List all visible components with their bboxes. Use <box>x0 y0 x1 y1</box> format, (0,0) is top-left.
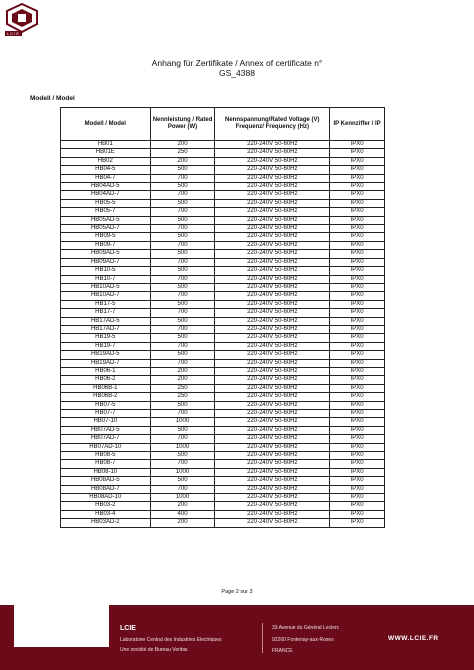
cell-power: 500 <box>150 250 215 258</box>
cell-power: 500 <box>150 199 215 207</box>
cell-power: 700 <box>150 309 215 317</box>
logo-text: LCIE <box>7 31 20 36</box>
cell-ip: IPX0 <box>330 435 385 443</box>
cell-model: HB03-4 <box>61 510 151 518</box>
cell-voltage: 220-240V 50-60Hz <box>215 510 330 518</box>
cell-ip: IPX0 <box>330 485 385 493</box>
table-row <box>61 216 385 224</box>
cell-ip: IPX0 <box>330 183 385 191</box>
model-table <box>60 107 385 528</box>
cell-ip: IPX0 <box>330 141 385 149</box>
cell-model: HB05AD-5 <box>61 216 151 224</box>
cell-power: 700 <box>150 359 215 367</box>
cell-voltage: 220-240V 50-60Hz <box>215 317 330 325</box>
cell-ip: IPX0 <box>330 166 385 174</box>
cell-power: 500 <box>150 317 215 325</box>
cell-voltage: 220-240V 50-60Hz <box>215 477 330 485</box>
cell-power: 700 <box>150 174 215 182</box>
table-row <box>61 166 385 174</box>
table-row <box>61 275 385 283</box>
table-row <box>61 199 385 207</box>
cell-ip: IPX0 <box>330 494 385 502</box>
cell-voltage: 220-240V 50-60Hz <box>215 418 330 426</box>
cell-model: HB10AD-5 <box>61 283 151 291</box>
cell-ip: IPX0 <box>330 250 385 258</box>
cell-ip: IPX0 <box>330 376 385 384</box>
cell-power: 700 <box>150 325 215 333</box>
cell-power: 500 <box>150 233 215 241</box>
cell-voltage: 220-240V 50-60Hz <box>215 359 330 367</box>
table-row <box>61 258 385 266</box>
cell-ip: IPX0 <box>330 367 385 375</box>
cell-model: HB04AD-5 <box>61 183 151 191</box>
cell-power: 500 <box>150 401 215 409</box>
cell-ip: IPX0 <box>330 359 385 367</box>
cell-ip: IPX0 <box>330 418 385 426</box>
cell-power: 500 <box>150 283 215 291</box>
cell-ip: IPX0 <box>330 384 385 392</box>
cell-ip: IPX0 <box>330 199 385 207</box>
cell-voltage: 220-240V 50-60Hz <box>215 393 330 401</box>
cell-model: HB06-1 <box>61 367 151 375</box>
cell-voltage: 220-240V 50-60Hz <box>215 410 330 418</box>
cell-voltage: 220-240V 50-60Hz <box>215 342 330 350</box>
table-row <box>61 241 385 249</box>
cell-voltage: 220-240V 50-60Hz <box>215 292 330 300</box>
footer-address-city: 92260 Fontenay-aux-Roses <box>272 637 334 643</box>
certificate-number: GS_4388 <box>219 68 255 78</box>
cell-voltage: 220-240V 50-60Hz <box>215 401 330 409</box>
cell-model: HB06B-2 <box>61 393 151 401</box>
cell-ip: IPX0 <box>330 351 385 359</box>
table-row <box>61 309 385 317</box>
cell-voltage: 220-240V 50-60Hz <box>215 485 330 493</box>
cell-voltage: 220-240V 50-60Hz <box>215 141 330 149</box>
cell-model: HB07AD-5 <box>61 426 151 434</box>
cell-voltage: 220-240V 50-60Hz <box>215 166 330 174</box>
cell-model: HB17-5 <box>61 300 151 308</box>
cell-ip: IPX0 <box>330 149 385 157</box>
cell-power: 250 <box>150 149 215 157</box>
cell-voltage: 220-240V 50-60Hz <box>215 519 330 527</box>
table-row <box>61 460 385 468</box>
cell-model: HB08AD-7 <box>61 485 151 493</box>
cell-voltage: 220-240V 50-60Hz <box>215 267 330 275</box>
table-row <box>61 233 385 241</box>
cell-ip: IPX0 <box>330 426 385 434</box>
cell-power: 500 <box>150 477 215 485</box>
cell-power: 500 <box>150 452 215 460</box>
cell-voltage: 220-240V 50-60Hz <box>215 426 330 434</box>
cell-ip: IPX0 <box>330 452 385 460</box>
cell-model: HB01 <box>61 141 151 149</box>
cell-power: 700 <box>150 258 215 266</box>
table-row <box>61 325 385 333</box>
col-header-power: Nennleistung / Rated Power (W) <box>150 108 215 141</box>
cell-ip: IPX0 <box>330 519 385 527</box>
cell-ip: IPX0 <box>330 468 385 476</box>
table-row <box>61 300 385 308</box>
cell-model: HB08-5 <box>61 452 151 460</box>
cell-ip: IPX0 <box>330 393 385 401</box>
cell-ip: IPX0 <box>330 233 385 241</box>
cell-ip: IPX0 <box>330 241 385 249</box>
cell-model: HB04-5 <box>61 166 151 174</box>
footer-website-link[interactable]: WWW.LCIE.FR <box>388 635 439 642</box>
cell-voltage: 220-240V 50-60Hz <box>215 241 330 249</box>
table-row <box>61 519 385 527</box>
cell-model: HB08-7 <box>61 460 151 468</box>
cell-voltage: 220-240V 50-60Hz <box>215 157 330 165</box>
footer <box>0 605 474 670</box>
table-row <box>61 208 385 216</box>
cell-power: 700 <box>150 191 215 199</box>
cell-model: HB07AD-10 <box>61 443 151 451</box>
cell-model: HB05AD-7 <box>61 225 151 233</box>
cell-power: 700 <box>150 208 215 216</box>
footer-org-name: Laboratoire Central des Industries Electriques <box>120 637 222 643</box>
cell-power: 700 <box>150 460 215 468</box>
cell-power: 1000 <box>150 418 215 426</box>
cell-power: 500 <box>150 300 215 308</box>
cell-power: 500 <box>150 216 215 224</box>
cell-model: HB08-10 <box>61 468 151 476</box>
cell-voltage: 220-240V 50-60Hz <box>215 199 330 207</box>
cell-model: HB17AD-7 <box>61 325 151 333</box>
cell-voltage: 220-240V 50-60Hz <box>215 351 330 359</box>
cell-model: HB10-7 <box>61 275 151 283</box>
cell-power: 200 <box>150 157 215 165</box>
cell-model: HB01E <box>61 149 151 157</box>
cell-voltage: 220-240V 50-60Hz <box>215 250 330 258</box>
cell-model: HB08AD-5 <box>61 477 151 485</box>
header <box>0 0 474 44</box>
cell-ip: IPX0 <box>330 502 385 510</box>
cell-voltage: 220-240V 50-60Hz <box>215 275 330 283</box>
table-row <box>61 351 385 359</box>
table-row <box>61 191 385 199</box>
cell-ip: IPX0 <box>330 292 385 300</box>
table-row <box>61 149 385 157</box>
cell-ip: IPX0 <box>330 460 385 468</box>
table-row <box>61 410 385 418</box>
cell-voltage: 220-240V 50-60Hz <box>215 367 330 375</box>
cell-power: 700 <box>150 410 215 418</box>
table-row <box>61 485 385 493</box>
cell-model: HB07-5 <box>61 401 151 409</box>
table-row <box>61 317 385 325</box>
cell-model: HB06B-1 <box>61 384 151 392</box>
cell-voltage: 220-240V 50-60Hz <box>215 502 330 510</box>
table-row <box>61 141 385 149</box>
col-header-voltage: Nennspannung/Rated Voltage (V) Frequenz/ Frequency (Hz) <box>215 108 330 141</box>
cell-ip: IPX0 <box>330 477 385 485</box>
table-row <box>61 494 385 502</box>
cell-model: HB19-7 <box>61 342 151 350</box>
cell-voltage: 220-240V 50-60Hz <box>215 208 330 216</box>
cell-model: HB19AD-5 <box>61 351 151 359</box>
cell-model: HB03AD-2 <box>61 519 151 527</box>
cell-ip: IPX0 <box>330 510 385 518</box>
cell-voltage: 220-240V 50-60Hz <box>215 258 330 266</box>
cell-model: HB03-2 <box>61 502 151 510</box>
footer-address-street: 33 Avenue du Général Leclerc <box>272 625 340 631</box>
cell-ip: IPX0 <box>330 309 385 317</box>
cell-power: 200 <box>150 519 215 527</box>
cell-ip: IPX0 <box>330 443 385 451</box>
cell-model: HB17AD-5 <box>61 317 151 325</box>
cell-model: HB09-7 <box>61 241 151 249</box>
cell-power: 250 <box>150 384 215 392</box>
cell-model: HB09AD-7 <box>61 258 151 266</box>
footer-org-parent: Une société de Bureau Veritas <box>120 647 188 653</box>
document-title: Anhang für Zertifikate / Annex of certificate n° <box>151 58 323 68</box>
cell-voltage: 220-240V 50-60Hz <box>215 174 330 182</box>
cell-model: HB05-7 <box>61 208 151 216</box>
footer-divider <box>262 623 263 653</box>
cell-ip: IPX0 <box>330 157 385 165</box>
cell-power: 1000 <box>150 443 215 451</box>
cell-power: 500 <box>150 166 215 174</box>
cell-power: 500 <box>150 334 215 342</box>
table-row <box>61 418 385 426</box>
cell-voltage: 220-240V 50-60Hz <box>215 452 330 460</box>
cell-power: 500 <box>150 267 215 275</box>
table-row <box>61 477 385 485</box>
cell-ip: IPX0 <box>330 208 385 216</box>
table-row <box>61 267 385 275</box>
cell-model: HB07-10 <box>61 418 151 426</box>
table-row <box>61 367 385 375</box>
cell-voltage: 220-240V 50-60Hz <box>215 149 330 157</box>
cell-power: 500 <box>150 426 215 434</box>
cell-voltage: 220-240V 50-60Hz <box>215 443 330 451</box>
cell-voltage: 220-240V 50-60Hz <box>215 494 330 502</box>
cell-power: 400 <box>150 510 215 518</box>
cell-power: 700 <box>150 435 215 443</box>
table-row <box>61 376 385 384</box>
cell-model: HB05-5 <box>61 199 151 207</box>
cell-voltage: 220-240V 50-60Hz <box>215 233 330 241</box>
cell-ip: IPX0 <box>330 410 385 418</box>
cell-model: HB17-7 <box>61 309 151 317</box>
table-row <box>61 426 385 434</box>
table-body <box>61 141 385 528</box>
table-row <box>61 384 385 392</box>
cell-power: 700 <box>150 275 215 283</box>
table-row <box>61 225 385 233</box>
cell-voltage: 220-240V 50-60Hz <box>215 384 330 392</box>
cell-power: 700 <box>150 241 215 249</box>
cell-power: 200 <box>150 141 215 149</box>
cell-voltage: 220-240V 50-60Hz <box>215 325 330 333</box>
cell-power: 200 <box>150 367 215 375</box>
table-row <box>61 359 385 367</box>
footer-panel <box>14 577 109 647</box>
cell-model: HB10-5 <box>61 267 151 275</box>
cell-voltage: 220-240V 50-60Hz <box>215 300 330 308</box>
table-row <box>61 393 385 401</box>
cell-power: 500 <box>150 351 215 359</box>
cell-power: 700 <box>150 342 215 350</box>
cell-model: HB02 <box>61 157 151 165</box>
cell-power: 250 <box>150 393 215 401</box>
cell-ip: IPX0 <box>330 191 385 199</box>
table-row <box>61 468 385 476</box>
cell-model: HB09AD-5 <box>61 250 151 258</box>
cell-voltage: 220-240V 50-60Hz <box>215 435 330 443</box>
cell-power: 700 <box>150 225 215 233</box>
table-row <box>61 502 385 510</box>
cell-ip: IPX0 <box>330 174 385 182</box>
cell-ip: IPX0 <box>330 334 385 342</box>
table-row <box>61 401 385 409</box>
table-row <box>61 334 385 342</box>
cell-voltage: 220-240V 50-60Hz <box>215 216 330 224</box>
cell-ip: IPX0 <box>330 267 385 275</box>
table-row <box>61 157 385 165</box>
cell-model: HB19AD-7 <box>61 359 151 367</box>
cell-power: 200 <box>150 502 215 510</box>
cell-power: 700 <box>150 485 215 493</box>
footer-org: LCIE <box>120 625 136 632</box>
cell-voltage: 220-240V 50-60Hz <box>215 191 330 199</box>
table-row <box>61 250 385 258</box>
cell-ip: IPX0 <box>330 216 385 224</box>
cell-model: HB06-2 <box>61 376 151 384</box>
table-row <box>61 174 385 182</box>
cell-model: HB04-7 <box>61 174 151 182</box>
cell-power: 1000 <box>150 494 215 502</box>
cell-power: 1000 <box>150 468 215 476</box>
cell-voltage: 220-240V 50-60Hz <box>215 334 330 342</box>
cell-model: HB19-5 <box>61 334 151 342</box>
cell-voltage: 220-240V 50-60Hz <box>215 376 330 384</box>
cell-power: 500 <box>150 183 215 191</box>
cell-ip: IPX0 <box>330 401 385 409</box>
cell-model: HB07-7 <box>61 410 151 418</box>
cell-ip: IPX0 <box>330 342 385 350</box>
cell-voltage: 220-240V 50-60Hz <box>215 468 330 476</box>
table-row <box>61 283 385 291</box>
cell-voltage: 220-240V 50-60Hz <box>215 183 330 191</box>
cell-power: 200 <box>150 376 215 384</box>
col-header-ip: IP Kennziffer / IP <box>330 108 385 141</box>
cell-voltage: 220-240V 50-60Hz <box>215 283 330 291</box>
table-row <box>61 443 385 451</box>
cell-model: HB07AD-7 <box>61 435 151 443</box>
cell-model: HB08AD-10 <box>61 494 151 502</box>
table-header-row <box>61 108 385 141</box>
cell-model: HB04AD-7 <box>61 191 151 199</box>
cell-ip: IPX0 <box>330 258 385 266</box>
table-row <box>61 452 385 460</box>
cell-ip: IPX0 <box>330 300 385 308</box>
cell-ip: IPX0 <box>330 317 385 325</box>
cell-voltage: 220-240V 50-60Hz <box>215 309 330 317</box>
cell-power: 700 <box>150 292 215 300</box>
cell-ip: IPX0 <box>330 283 385 291</box>
cell-voltage: 220-240V 50-60Hz <box>215 460 330 468</box>
table-row <box>61 292 385 300</box>
table-row <box>61 342 385 350</box>
cell-model: HB10AD-7 <box>61 292 151 300</box>
col-header-model: Modell / Model <box>61 108 151 141</box>
footer-address-country: FRANCE <box>272 648 293 654</box>
table-row <box>61 510 385 518</box>
cell-model: HB09-5 <box>61 233 151 241</box>
page-number: Page 2 sur 3 <box>221 589 253 595</box>
cell-ip: IPX0 <box>330 325 385 333</box>
cell-voltage: 220-240V 50-60Hz <box>215 225 330 233</box>
section-label: Modell / Model <box>30 95 75 102</box>
cell-ip: IPX0 <box>330 275 385 283</box>
table-row <box>61 435 385 443</box>
table-row <box>61 183 385 191</box>
cell-ip: IPX0 <box>330 225 385 233</box>
